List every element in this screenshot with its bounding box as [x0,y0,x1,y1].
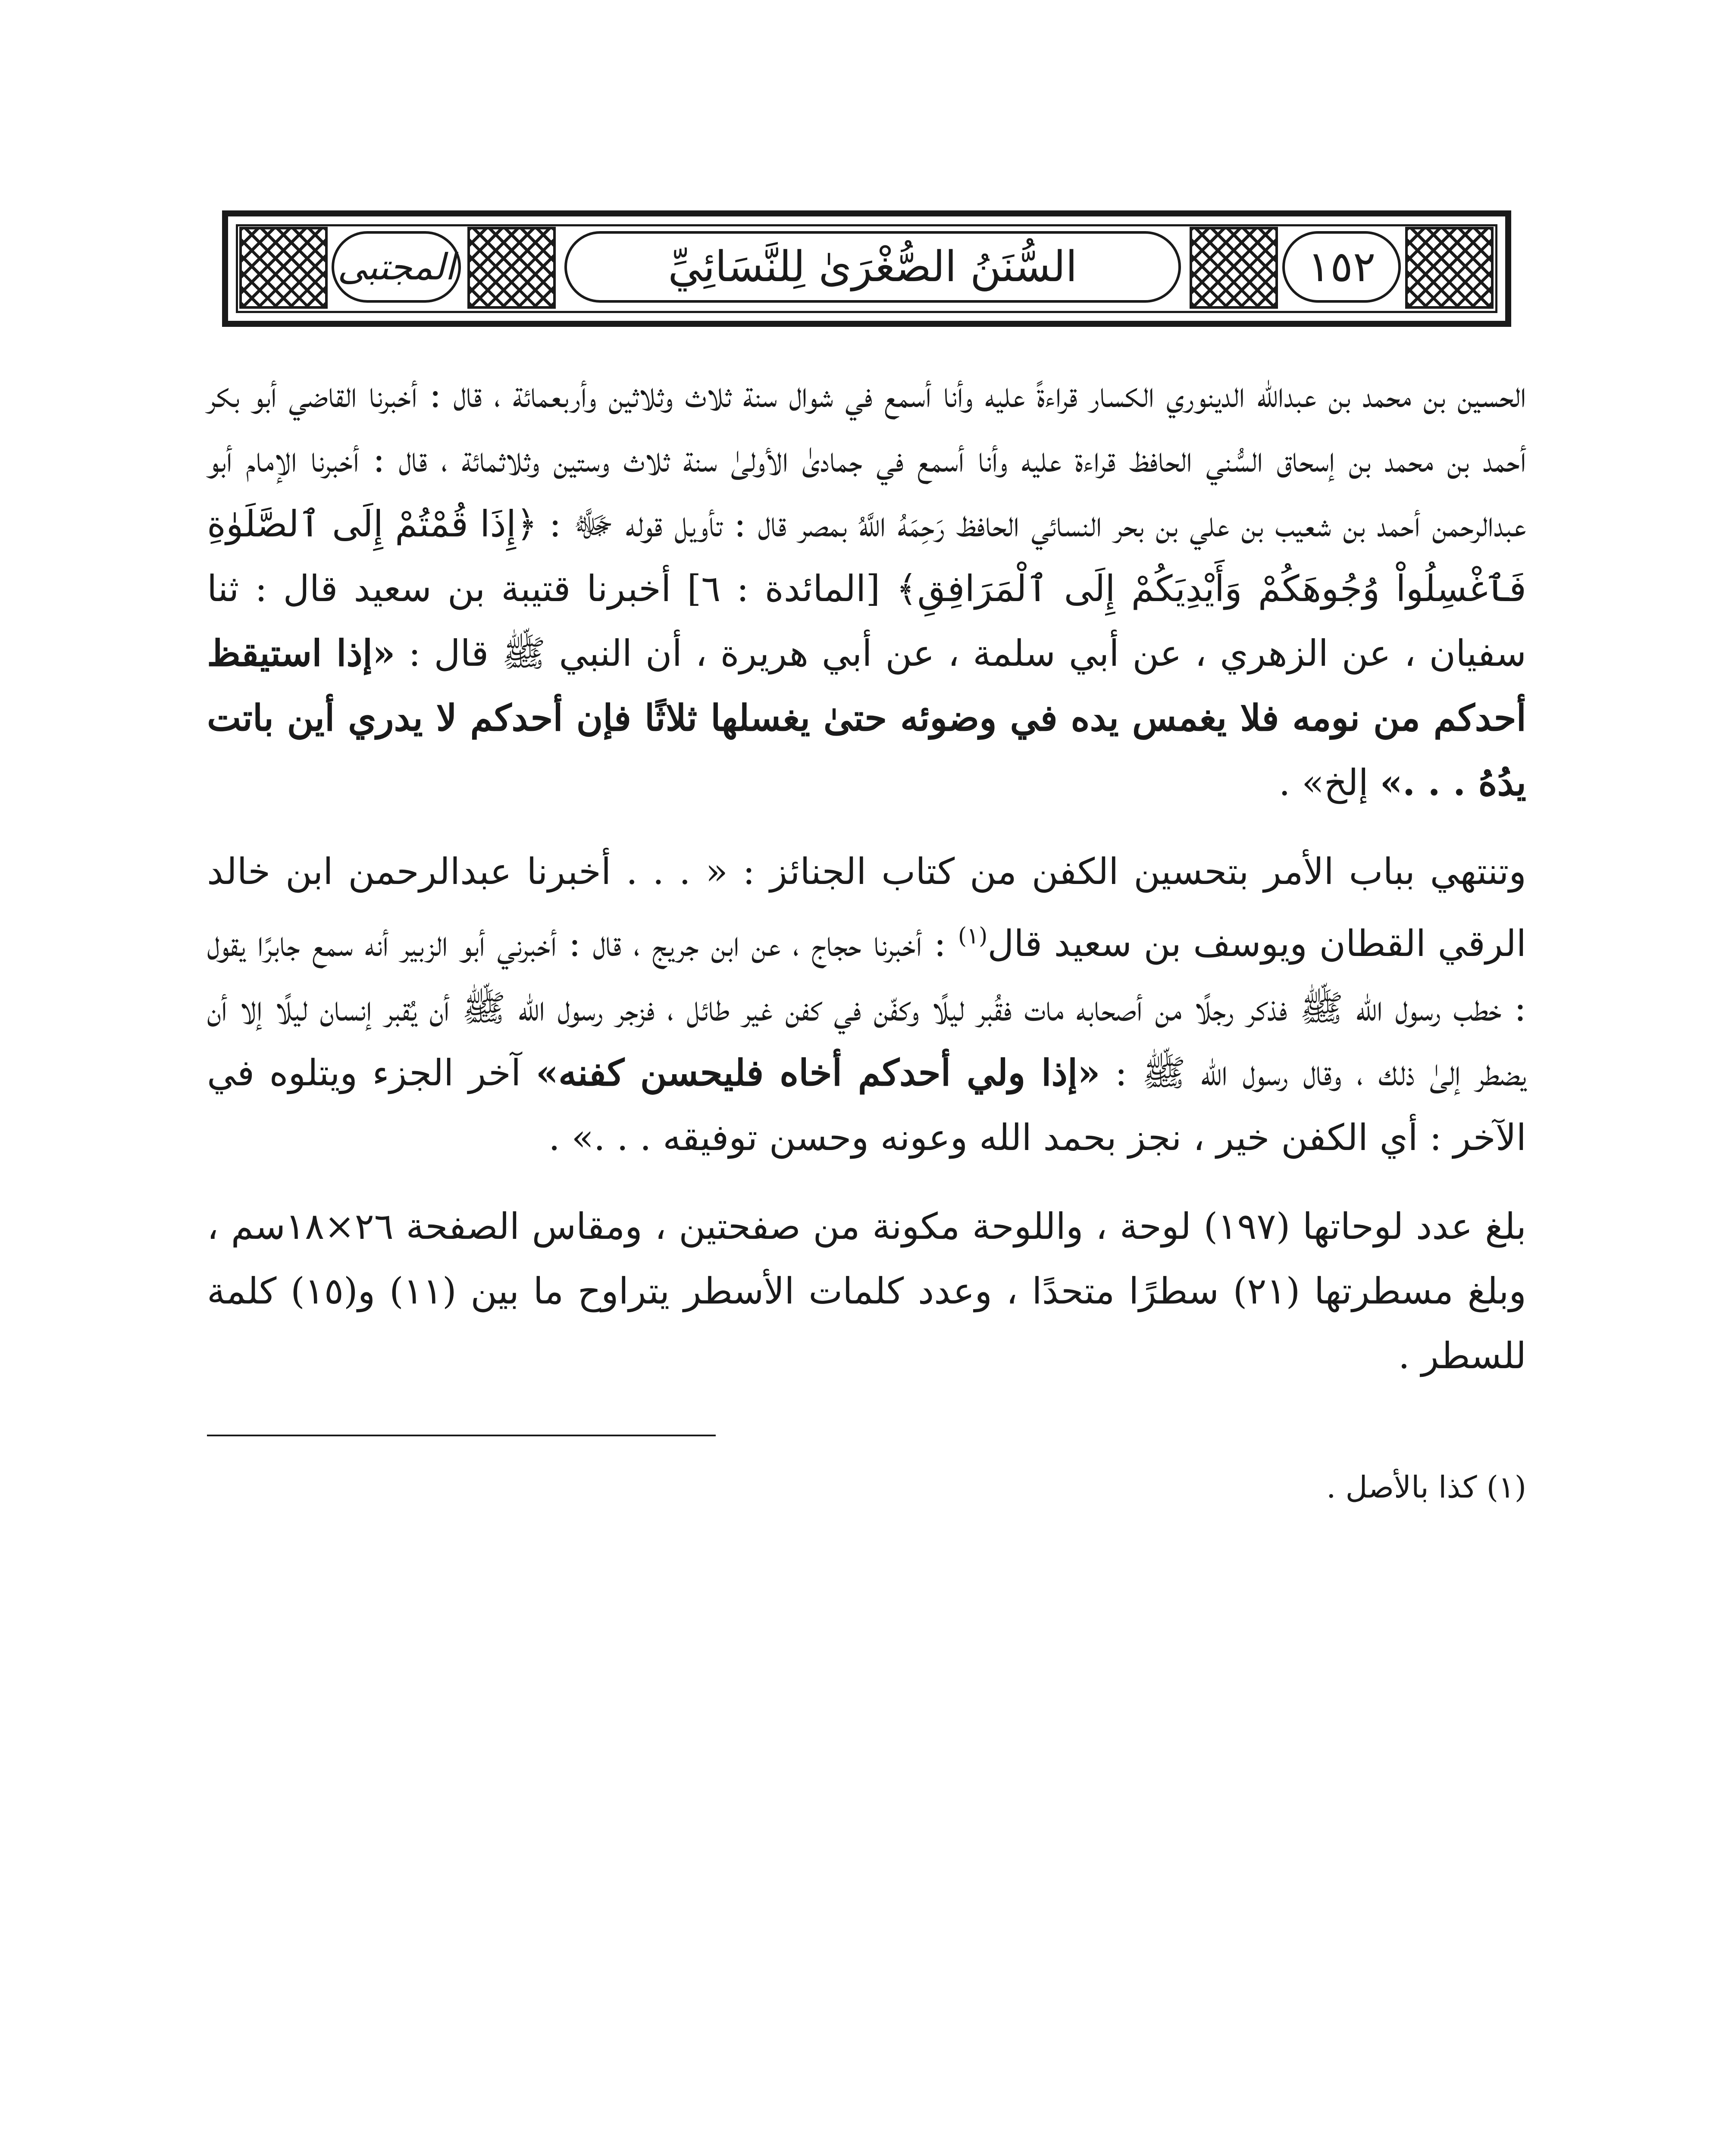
ornament-knot [239,227,328,309]
ornament-knot [1190,227,1278,309]
page-number-cartouche [1282,231,1401,303]
paragraph-1 [207,362,1526,815]
paragraph-1-text-a: الحسين بن محمد بن عبدالله الدينوري الكسار قراءةً عليه وأنا أسمع في شوال سنة ثلاث وثلاثين وأربعمائة ، قال : أخبرنا القاضي أبو بكر أحمد بن محمد بن إسحاق السُّني الحافظ قراءة عليه وأنا أسمع في جمادىٰ الأولىٰ سنة ثلاث وستين وثلاثمائة ، قال : أخبرنا الإمام أبو عبدالرحمن أحمد بن شعيب بن علي بن بحر النسائي الحافظ رَحِمَهُ اللَّهُ بمصر قال : تأويل قوله ﷻ : [207,373,1527,545]
ornament-knot [1405,227,1494,309]
ornament-knot [467,227,556,309]
paragraph-2-text-b: : أخبرنا حجاج ، عن ابن جريج ، قال : أخبرني أبو الزبير أنه سمع جابرًا يقول : خطب رسول الله ﷺ فذكر رجلًا من أصحابه مات فقُبر ليلًا وكفّن في كفن غير طائل ، فزجر رسول الله ﷺ أن يُقبر إنسان ليلًا إلا أن يضطر إلىٰ ذلك ، وقال رسول الله ﷺ : [207,922,1527,1094]
footnote-divider [207,1435,716,1436]
hadith-quote: «إذا استيقظ أحدكم من نومه فلا يغمس يده في وضوئه حتىٰ يغسلها ثلاثًا فإن أحدكم لا يدري أين باتت يدُهُ . . .» [207,632,1526,804]
title-cartouche [564,231,1181,303]
footnote: (١) كذا بالأصل . [1326,1470,1526,1505]
book-title: السُّنَنُ الصُّغْرَىٰ لِلنَّسَائِيِّ [668,242,1077,291]
brand-label: المجتبى [337,246,455,288]
verse-reference: [المائدة : ٦] [687,567,880,610]
quran-verse: ﴿إِذَا قُمْتُمْ إِلَى ٱلصَّلَوٰةِ فَٱغْسِلُواْ وُجُوهَكُمْ وَأَيْدِيَكُمْ إِلَى ٱلْمَرَافِقِ﴾ [207,503,1527,610]
brand-cartouche [332,231,461,303]
paragraph-2-text-a: وتنتهي بباب الأمر بتحسين الكفن من كتاب الجنائز : « . . . أخبرنا عبدالرحمن ابن خالد الرقي القطان ويوسف بن سعيد قال [207,850,1527,965]
paragraph-3: بلغ عدد لوحاتها (١٩٧) لوحة ، واللوحة مكونة من صفحتين ، ومقاس الصفحة ٢٦×١٨سم ، وبلغ مسطرتها (٢١) سطرًا متحدًا ، وعدد كلمات الأسطر يتراوح ما بين (١١) و(١٥) كلمة للسطر . [207,1205,1526,1377]
paragraph-2-text-c: آخر الجزء ويتلوه في الآخر : أي الكفن خير ، نجز بحمد الله وعونه وحسن توفيقه . . .» . [207,1052,1526,1159]
footnote-marker: (١) [958,923,988,949]
paragraph-2 [207,839,1526,1170]
page-content [207,362,1526,2156]
page-number: ١٥٢ [1307,242,1376,291]
paragraph-1-text-c: إلخ» . [1278,761,1369,804]
paragraph-1-text-b: أخبرنا قتيبة بن سعيد قال : ثنا سفيان ، عن الزهري ، عن أبي سلمة ، عن أبي هريرة ، أن النبي ﷺ قال : [207,567,1527,674]
page-header [222,210,1511,327]
hadith-quote: «إذا ولي أحدكم أخاه فليحسن كفنه» [536,1051,1100,1094]
